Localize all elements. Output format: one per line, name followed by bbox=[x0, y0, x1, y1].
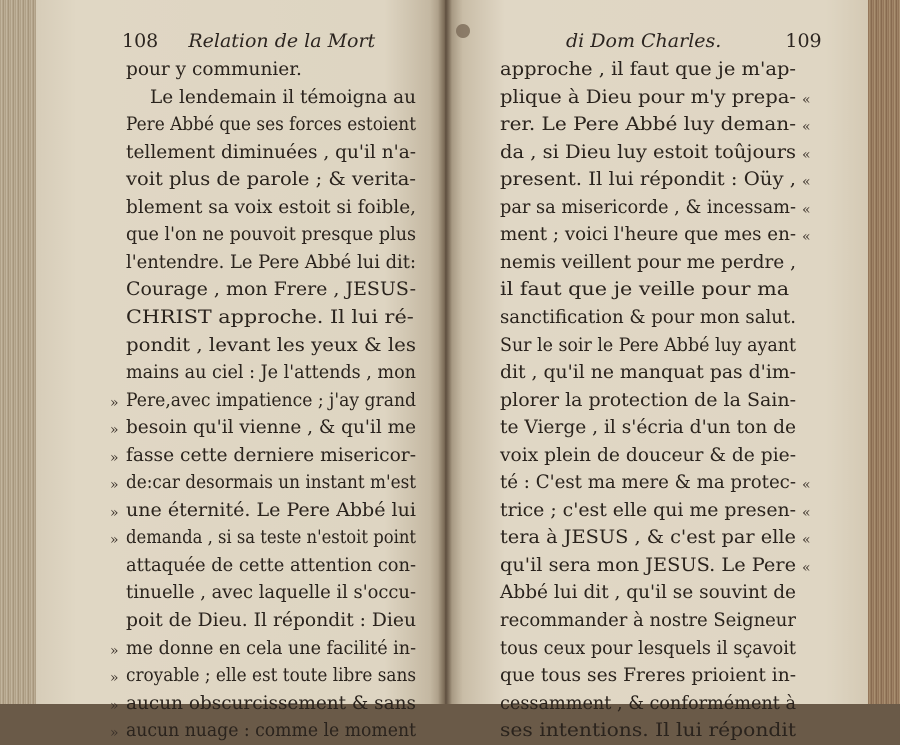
quotation-mark: « bbox=[802, 174, 811, 191]
text-line: tous ceux pour lesquels il sçavoit bbox=[500, 637, 796, 659]
text-line: approche , il faut que je m'ap- bbox=[500, 59, 796, 80]
text-line: plorer la protection de la Sain- bbox=[500, 389, 796, 411]
quotation-mark: « bbox=[802, 91, 811, 108]
quotation-mark: « bbox=[802, 559, 811, 576]
text-line: pondit , levant les yeux & les bbox=[126, 334, 416, 356]
ink-stain bbox=[456, 24, 470, 38]
quotation-mark: « bbox=[802, 146, 811, 163]
text-line: te Vierge , il s'écria d'un ton de bbox=[500, 417, 796, 439]
text-line: recommander à nostre Seigneur bbox=[500, 610, 796, 631]
right-running-title: di Dom Charles. bbox=[566, 30, 722, 52]
quotation-mark: » bbox=[110, 532, 119, 549]
book-gutter bbox=[438, 0, 452, 704]
text-line: dit , qu'il ne manquat pas d'im- bbox=[500, 362, 796, 384]
quotation-mark: » bbox=[110, 449, 119, 466]
quotation-mark: » bbox=[110, 394, 119, 411]
text-line: Abbé lui dit , qu'il se souvint de bbox=[500, 582, 796, 604]
text-line: Courage , mon Frere , JESUS- bbox=[126, 279, 416, 301]
quotation-mark: « bbox=[802, 532, 811, 549]
text-line: aucun obscurcissement & sans bbox=[126, 692, 416, 714]
text-line: que tous ses Freres prioient in- bbox=[500, 665, 796, 687]
text-line: fasse cette derniere misericor- bbox=[126, 444, 416, 466]
text-line: croyable ; elle est toute libre sans bbox=[126, 665, 416, 687]
quotation-mark: « bbox=[802, 119, 811, 136]
text-line: besoin qu'il vienne , & qu'il me bbox=[126, 417, 416, 439]
text-line: blement sa voix estoit si foible, bbox=[126, 196, 416, 218]
text-line: par sa misericorde , & incessam- bbox=[500, 196, 796, 218]
text-line: attaquée de cette attention con- bbox=[126, 554, 416, 576]
text-line: demanda , si sa teste n'estoit point bbox=[126, 527, 416, 549]
text-line: cessamment , & conformément à bbox=[500, 692, 796, 714]
text-line: ses intentions. Il lui répondit bbox=[500, 720, 796, 742]
quotation-mark: » bbox=[110, 697, 119, 714]
right-page-edges bbox=[868, 0, 900, 704]
text-line: nemis veillent pour me perdre , bbox=[500, 251, 796, 273]
text-line: da , si Dieu luy estoit toûjours bbox=[500, 141, 796, 163]
text-line: sanctification & pour mon salut. bbox=[500, 306, 796, 328]
text-line: mains au ciel : Je l'attends , mon bbox=[126, 362, 416, 384]
right-running-head bbox=[566, 30, 822, 52]
text-line: une éternité. Le Pere Abbé lui bbox=[126, 499, 416, 521]
text-line: present. Il lui répondit : Oüy , bbox=[500, 169, 796, 191]
text-line: plique à Dieu pour m'y prepa- bbox=[500, 86, 796, 108]
quotation-mark: » bbox=[110, 670, 119, 687]
text-line: me donne en cela une facilité in- bbox=[126, 637, 416, 659]
quotation-mark: » bbox=[110, 422, 119, 439]
text-line: trice ; c'est elle qui me presen- bbox=[500, 499, 796, 521]
text-line: poit de Dieu. Il répondit : Dieu bbox=[126, 610, 416, 631]
quotation-mark: « bbox=[802, 229, 811, 246]
right-page-number: 109 bbox=[785, 30, 822, 52]
left-page-number: 108 bbox=[122, 30, 159, 52]
quotation-mark: « bbox=[802, 201, 811, 218]
text-line: l'entendre. Le Pere Abbé lui dit: bbox=[126, 251, 416, 273]
quotation-mark: » bbox=[110, 642, 119, 659]
text-line: té : C'est ma mere & ma protec- bbox=[500, 472, 796, 494]
text-line: il faut que je veille pour ma bbox=[500, 279, 790, 301]
text-line: Pere Abbé que ses forces estoient bbox=[126, 114, 416, 136]
text-line: Sur le soir le Pere Abbé luy ayant bbox=[500, 334, 796, 356]
text-line: voit plus de parole ; & verita- bbox=[126, 169, 417, 191]
text-line: pour y communier. bbox=[126, 59, 302, 80]
quotation-mark: » bbox=[110, 725, 119, 742]
text-line: que l'on ne pouvoit presque plus bbox=[126, 224, 416, 246]
text-line: ment ; voici l'heure que mes en- bbox=[500, 224, 796, 246]
quotation-mark: » bbox=[110, 477, 119, 494]
left-running-head bbox=[122, 30, 375, 52]
quotation-mark: « bbox=[802, 477, 811, 494]
text-line: tera à JESUS , & c'est par elle bbox=[500, 527, 796, 549]
text-line: Le lendemain il témoigna au bbox=[150, 86, 416, 108]
text-line: rer. Le Pere Abbé luy deman- bbox=[500, 114, 796, 136]
text-line: de:car desormais un instant m'est bbox=[126, 472, 416, 494]
text-line: aucun nuage : comme le moment bbox=[126, 720, 416, 742]
text-line: CHRIST approche. Il lui ré- bbox=[126, 306, 414, 328]
text-line: tinuelle , avec laquelle il s'occu- bbox=[126, 582, 416, 604]
quotation-mark: « bbox=[802, 504, 811, 521]
text-line: qu'il sera mon JESUS. Le Pere bbox=[500, 554, 796, 576]
quotation-mark: » bbox=[110, 504, 119, 521]
text-line: Pere,avec impatience ; j'ay grand bbox=[126, 389, 416, 411]
text-line: voix plein de douceur & de pie- bbox=[500, 444, 796, 466]
left-running-title: Relation de la Mort bbox=[188, 30, 376, 52]
left-page-edges bbox=[0, 0, 36, 704]
text-line: tellement diminuées , qu'il n'a- bbox=[126, 141, 416, 163]
